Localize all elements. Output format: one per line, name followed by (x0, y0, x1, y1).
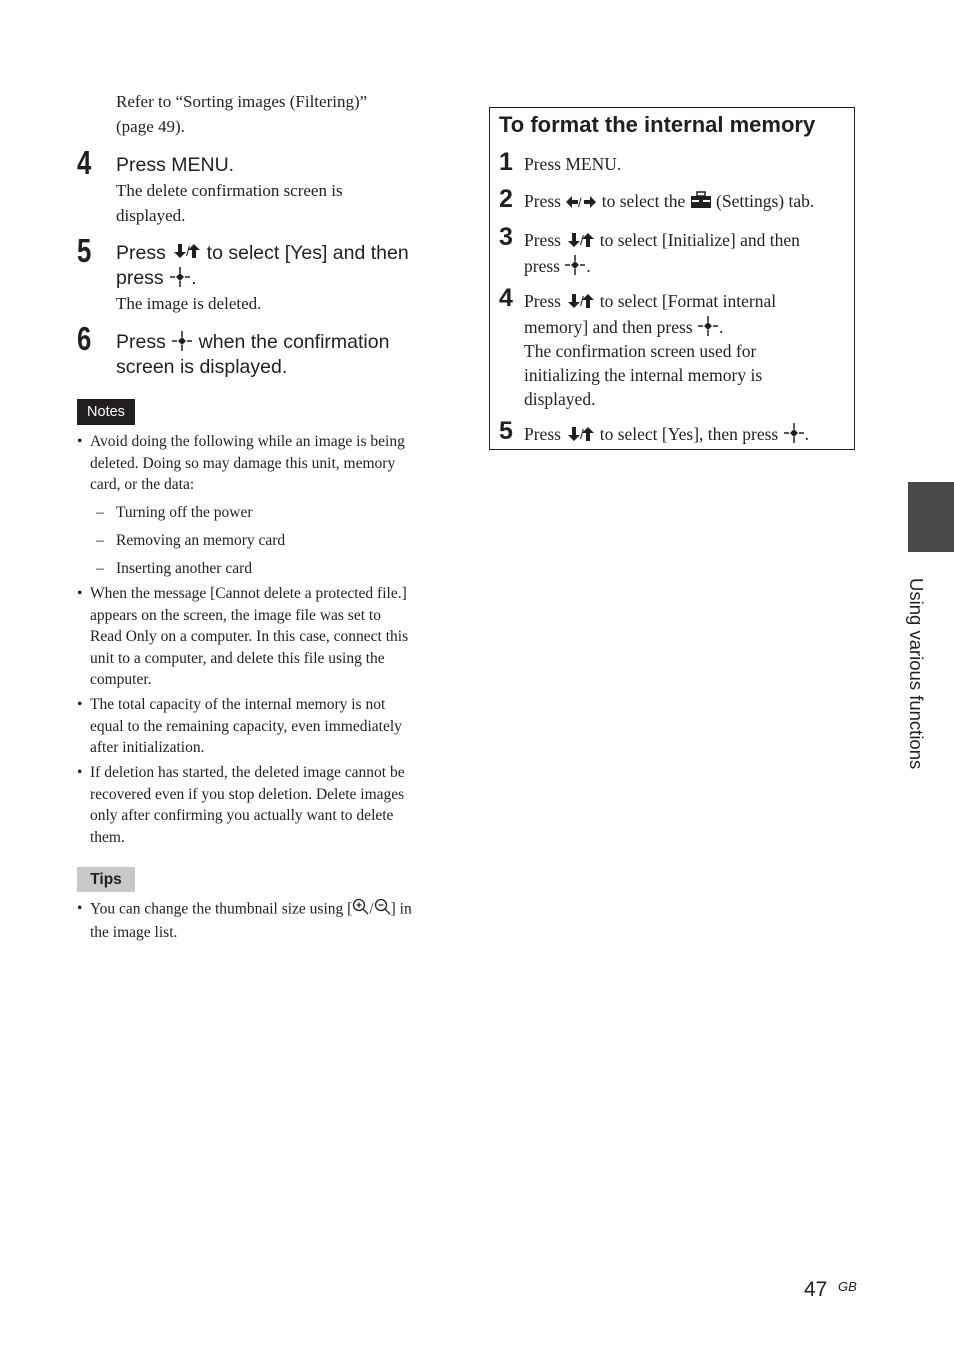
step-text-part: displayed. (524, 388, 596, 409)
step-text: Press MENU. (524, 154, 622, 174)
region-code: GB (838, 1279, 857, 1294)
step-body: The image is deleted. (116, 294, 262, 313)
notes-label: Notes (77, 399, 135, 425)
step-text-part: memory] and then press (524, 316, 698, 337)
step-text-part: to select the (597, 191, 690, 211)
step-text-part: to select [Format internal (595, 291, 777, 311)
toolbox-icon (690, 191, 712, 215)
step-text (524, 422, 849, 448)
step-heading-text: press (116, 267, 170, 290)
list-item (90, 694, 402, 759)
list-item-line: equal to the remaining capacity, even immediately (90, 717, 402, 735)
section-tab-label: Using various functions (906, 578, 927, 770)
step-number: 1 (499, 148, 513, 176)
center-button-icon (171, 331, 193, 351)
intro-line: (page 49). (116, 117, 185, 136)
step-text-part: Press (524, 291, 566, 311)
list-item-line: Avoid doing the following while an image is being (90, 433, 405, 450)
down-up-arrow-icon (565, 424, 595, 448)
list-item-line: them. (90, 828, 125, 846)
list-item-line: Read Only on a computer. In this case, connect this (90, 628, 409, 646)
step-text-part: Press (524, 230, 566, 250)
tips-item (90, 898, 412, 943)
step-number: 4 (499, 284, 513, 312)
list-item-line: computer. (90, 671, 152, 689)
list-item-line: recovered even if you stop deletion. Delete images (90, 785, 405, 803)
center-button-icon (564, 255, 586, 275)
step-number: 6 (77, 320, 92, 357)
section-tab-marker (908, 482, 954, 552)
step-body-line: The delete confirmation screen is (116, 181, 343, 200)
bullet: • (77, 585, 83, 602)
section-tab-label-wrap (902, 578, 928, 798)
page-number: 47 (804, 1278, 828, 1301)
bullet: • (77, 900, 83, 917)
step-text-part: to select [Initialize] and then (595, 230, 800, 250)
step-heading-text: screen is displayed. (116, 356, 288, 378)
center-button-icon (169, 267, 191, 287)
sub-list-item: Turning off the power (116, 504, 253, 521)
dash: – (96, 532, 104, 549)
intro-line: Refer to “Sorting images (Filtering)” (116, 92, 368, 111)
step-number: 3 (499, 223, 513, 251)
tips-text: ] in (390, 900, 412, 918)
svg-text:/: / (580, 292, 585, 309)
list-item-line: When the message [Cannot delete a protected file.] (90, 585, 407, 602)
bullet: • (77, 764, 83, 781)
step-text (524, 189, 849, 215)
svg-text:/: / (580, 231, 585, 248)
step-text-part: . (804, 424, 809, 444)
step-text-part: . (586, 255, 591, 276)
svg-text:/: / (580, 425, 585, 442)
bullet: • (77, 696, 83, 713)
center-button-icon (697, 316, 719, 336)
list-item (90, 583, 408, 691)
step-heading-text: Press (116, 242, 172, 264)
tips-text: the image list. (90, 923, 178, 941)
step-number: 2 (499, 185, 513, 213)
tips-text: You can change the thumbnail size using [ (90, 900, 353, 918)
sub-list-item: Removing an memory card (116, 532, 286, 549)
step-text-part: (Settings) tab. (711, 191, 815, 211)
box-title: To format the internal memory (499, 112, 816, 137)
sub-list-item: Inserting another card (116, 560, 252, 577)
step-heading: Press MENU. (116, 154, 235, 176)
step-body-line: displayed. (116, 206, 186, 225)
list-item (90, 431, 405, 496)
step-number: 5 (499, 417, 513, 445)
step-heading (116, 241, 409, 291)
intro-text (116, 89, 367, 139)
zoom-out-icon (374, 898, 391, 922)
down-up-arrow-icon (171, 241, 201, 266)
list-item-line: after initialization. (90, 739, 205, 757)
step-text-part: initializing the internal memory is (524, 364, 763, 385)
step-number: 4 (77, 144, 92, 181)
list-item-line: If deletion has started, the deleted image cannot be (90, 764, 405, 781)
step-text-part: press (524, 255, 565, 276)
list-item-line: unit to a computer, and delete this file using the (90, 649, 385, 667)
step-text-part: . (719, 316, 724, 337)
list-item-line: The total capacity of the internal memory is not (90, 696, 386, 713)
svg-text:/: / (186, 243, 191, 260)
step-text-part: The confirmation screen used for (524, 340, 757, 361)
svg-text:/: / (578, 194, 582, 209)
step-heading-text: when the confirmation (193, 331, 390, 353)
slash: / (369, 900, 374, 918)
tips-label: Tips (77, 867, 135, 892)
step-heading-text: to select [Yes] and then (201, 242, 409, 264)
step-text (524, 289, 849, 411)
list-item-line: appears on the screen, the image file was set to (90, 606, 381, 624)
step-heading-text: Press (116, 331, 172, 353)
step-text (524, 228, 849, 278)
step-heading (116, 330, 389, 380)
step-number: 5 (77, 232, 92, 269)
step-text-part: Press (524, 424, 566, 444)
list-item (90, 762, 405, 848)
down-up-arrow-icon (565, 291, 595, 315)
bullet: • (77, 433, 83, 450)
step-text-part: to select [Yes], then press (595, 424, 783, 444)
list-item-line: deleted. Doing so may damage this unit, memory (90, 454, 396, 472)
step-text-part: Press (524, 191, 566, 211)
left-right-arrow-icon (565, 191, 597, 215)
dash: – (96, 560, 104, 577)
step-heading-text: . (191, 267, 197, 290)
dash: – (96, 504, 104, 521)
list-item-line: card, or the data: (90, 476, 195, 494)
step-body (116, 178, 343, 228)
down-up-arrow-icon (565, 230, 595, 254)
center-button-icon (783, 423, 805, 443)
zoom-in-icon (352, 898, 369, 922)
list-item-line: only after confirming you actually want to delete (90, 807, 394, 825)
